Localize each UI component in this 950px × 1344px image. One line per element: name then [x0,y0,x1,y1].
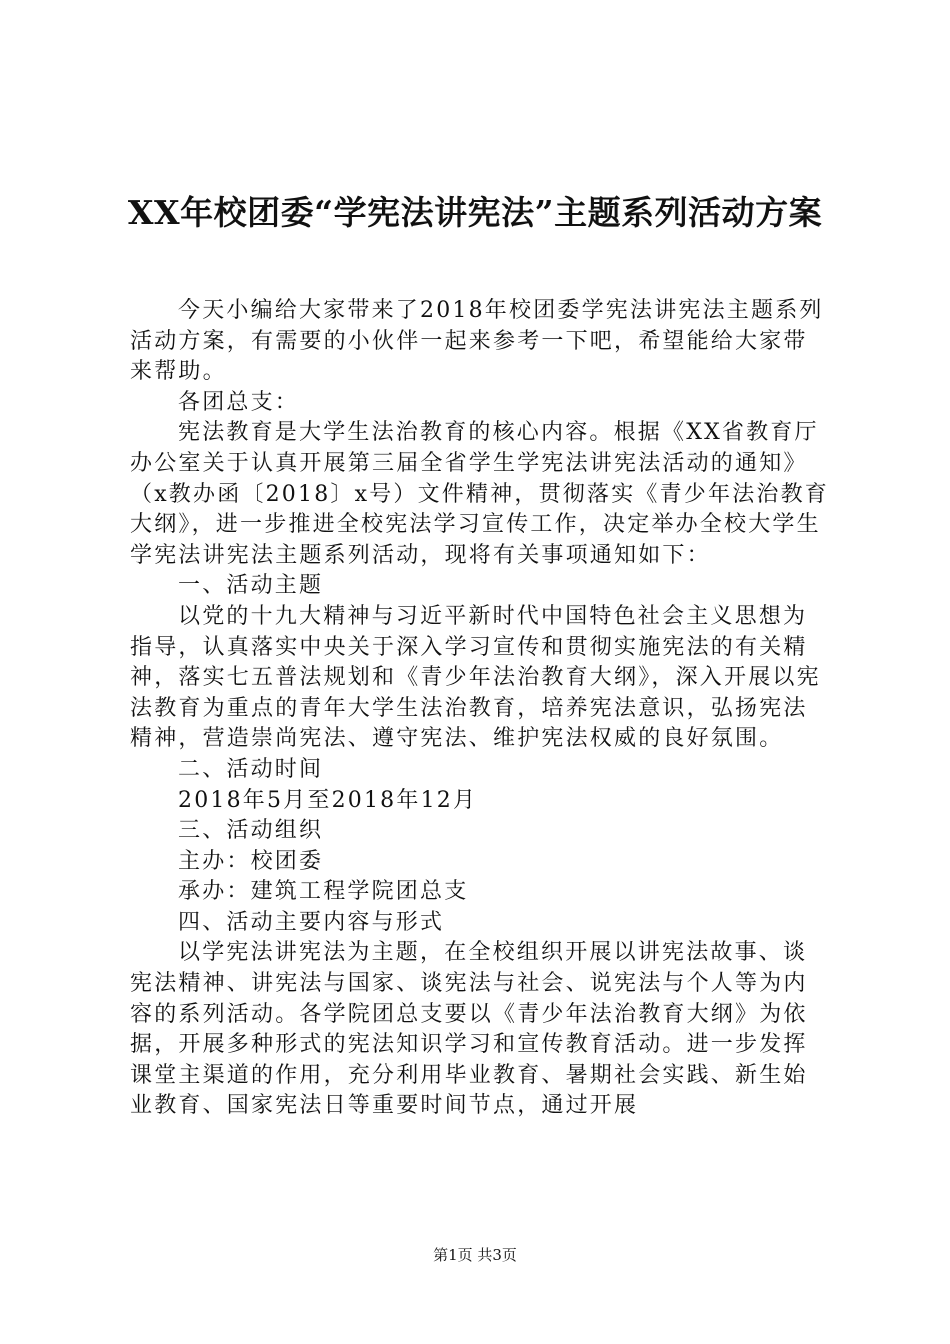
paragraph: 宪法教育是大学生法治教育的核心内容。根据《XX省教育厅办公室关于认真开展第三届全省学生学宪法讲宪法活动的通知》（x教办函〔2018〕x号）文件精神，贯彻落实《青少年法治教育大纲》，进一步推进全校宪法学习宣传工作，决定举办全校大学生学宪法讲宪法主题系列活动，现将有关事项通知如下： [130,420,830,568]
paragraph: 以学宪法讲宪法为主题，在全校组织开展以讲宪法故事、谈宪法精神、讲宪法与国家、谈宪法与社会、说宪法与个人等为内容的系列活动。各学院团总支要以《青少年法治教育大纲》为依据，开展多种形式的宪法知识学习和宣传教育活动。进一步发挥课堂主渠道的作用，充分利用毕业教育、暑期社会实践、新生始业教育、国家宪法日等重要时间节点，通过开展 [130,940,808,1119]
paragraph: 承办：建筑工程学院团总支 [178,879,469,905]
section-heading: 三、活动组织 [178,818,324,844]
paragraph: 主办：校团委 [178,848,324,874]
section-heading: 四、活动主要内容与形式 [178,909,445,935]
paragraph: 以党的十九大精神与习近平新时代中国特色社会主义思想为指导，认真落实中央关于深入学习宣传和贯彻实施宪法的有关精神，落实七五普法规划和《青少年法治教育大纲》，深入开展以宪法教育为重点的青年大学生法治教育，培养宪法意识，弘扬宪法精神，营造崇尚宪法、遵守宪法、维护宪法权威的良好氛围。 [130,603,821,752]
paragraph: 2018年5月至2018年12月 [178,787,478,813]
section-heading: 一、活动主题 [178,573,324,599]
page-footer: 第1页 共3页 [433,1246,517,1264]
document-body [130,296,830,1122]
paragraph: 今天小编给大家带来了2018年校团委学宪法讲宪法主题系列活动方案，有需要的小伙伴一起来参考一下吧，希望能给大家带来帮助。 [130,298,824,385]
paragraph: 各团总支： [178,389,300,415]
document-title: XX年校团委“学宪法讲宪法”主题系列活动方案 [127,193,823,232]
section-heading: 二、活动时间 [178,756,324,782]
